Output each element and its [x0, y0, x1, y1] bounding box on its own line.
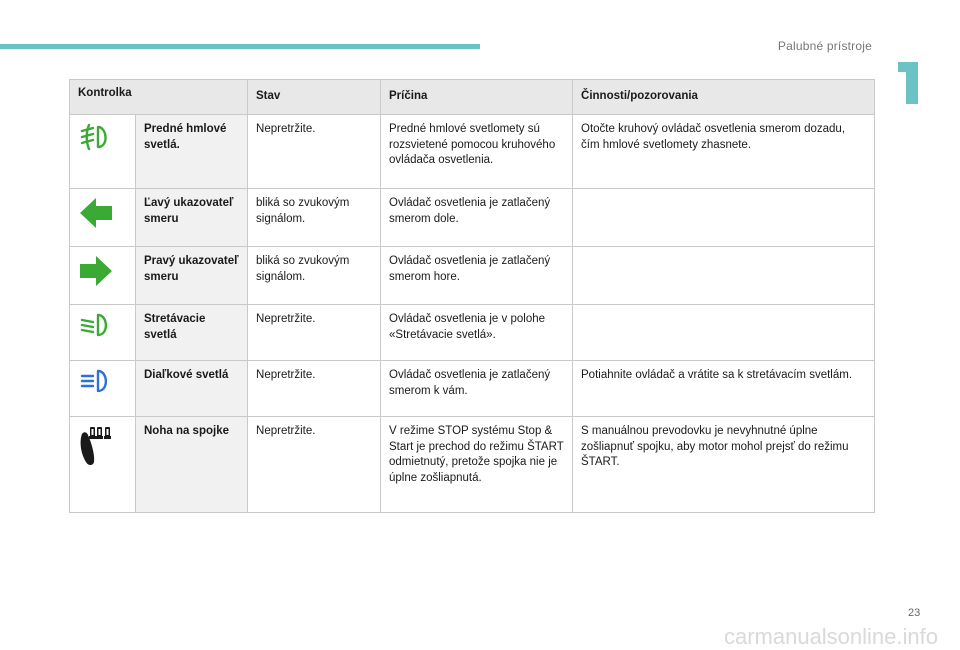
- section-title: Palubné prístroje: [777, 39, 872, 53]
- chapter-number-badge: [898, 62, 920, 104]
- table-row: [70, 189, 875, 247]
- clutch-pedal-foot-icon: [78, 424, 116, 468]
- front-fog-light-icon: [78, 122, 112, 152]
- col-header-stav: Stav: [248, 80, 381, 115]
- indicator-cause: Ovládač osvetlenia je zatlačený smerom dole.: [381, 189, 573, 247]
- col-header-kontrolka: Kontrolka: [70, 80, 248, 115]
- indicator-state: Nepretržite.: [248, 417, 381, 513]
- table-row: [70, 417, 875, 513]
- watermark: carmanualsonline.info: [723, 624, 938, 649]
- indicator-action: [573, 247, 875, 305]
- table-row: [70, 115, 875, 189]
- indicator-table: [69, 79, 875, 513]
- indicator-action: [573, 305, 875, 361]
- col-header-pricina: Príčina: [381, 80, 573, 115]
- page-number: 23: [908, 607, 921, 619]
- indicator-action: Otočte kruhový ovládač osvetlenia smerom dozadu, čím hmlové svetlomety zhasnete.: [573, 115, 875, 189]
- indicator-action: S manuálnou prevodovku je nevyhnutné úplne zošliapnuť spojku, aby motor mohol prejsť do režimu ŠTART.: [573, 417, 875, 513]
- indicator-state: Nepretržite.: [248, 305, 381, 361]
- indicator-name: Predné hmlové svetlá.: [136, 115, 248, 189]
- left-turn-arrow-icon: [78, 196, 114, 230]
- col-header-cinnosti: Činnosti/pozorovania: [573, 80, 875, 115]
- indicator-cause: Ovládač osvetlenia je v polohe «Stretávacie svetlá».: [381, 305, 573, 361]
- table-row: [70, 247, 875, 305]
- table-header-row: [70, 80, 875, 115]
- indicator-name: Noha na spojke: [136, 417, 248, 513]
- header-accent-bar: [0, 44, 480, 49]
- indicator-name: Ľavý ukazovateľ smeru: [136, 189, 248, 247]
- indicator-action: Potiahnite ovládač a vrátite sa k stretávacím svetlám.: [573, 361, 875, 417]
- right-turn-arrow-icon: [78, 254, 114, 288]
- indicator-state: bliká so zvukovým signálom.: [248, 189, 381, 247]
- high-beam-icon: [78, 368, 112, 394]
- table-row: [70, 361, 875, 417]
- indicator-name: Stretávacie svetlá: [136, 305, 248, 361]
- indicator-state: Nepretržite.: [248, 115, 381, 189]
- low-beam-icon: [78, 312, 112, 338]
- indicator-state: Nepretržite.: [248, 361, 381, 417]
- indicator-cause: Ovládač osvetlenia je zatlačený smerom hore.: [381, 247, 573, 305]
- indicator-action: [573, 189, 875, 247]
- indicator-name: Diaľkové svetlá: [136, 361, 248, 417]
- indicator-cause: Ovládač osvetlenia je zatlačený smerom k vám.: [381, 361, 573, 417]
- table-row: [70, 305, 875, 361]
- indicator-state: bliká so zvukovým signálom.: [248, 247, 381, 305]
- indicator-cause: Predné hmlové svetlomety sú rozsvietené pomocou kruhového ovládača osvetlenia.: [381, 115, 573, 189]
- indicator-name: Pravý ukazovateľ smeru: [136, 247, 248, 305]
- indicator-cause: V režime STOP systému Stop & Start je prechod do režimu ŠTART odmietnutý, pretože spojka nie je úplne zošliapnutá.: [381, 417, 573, 513]
